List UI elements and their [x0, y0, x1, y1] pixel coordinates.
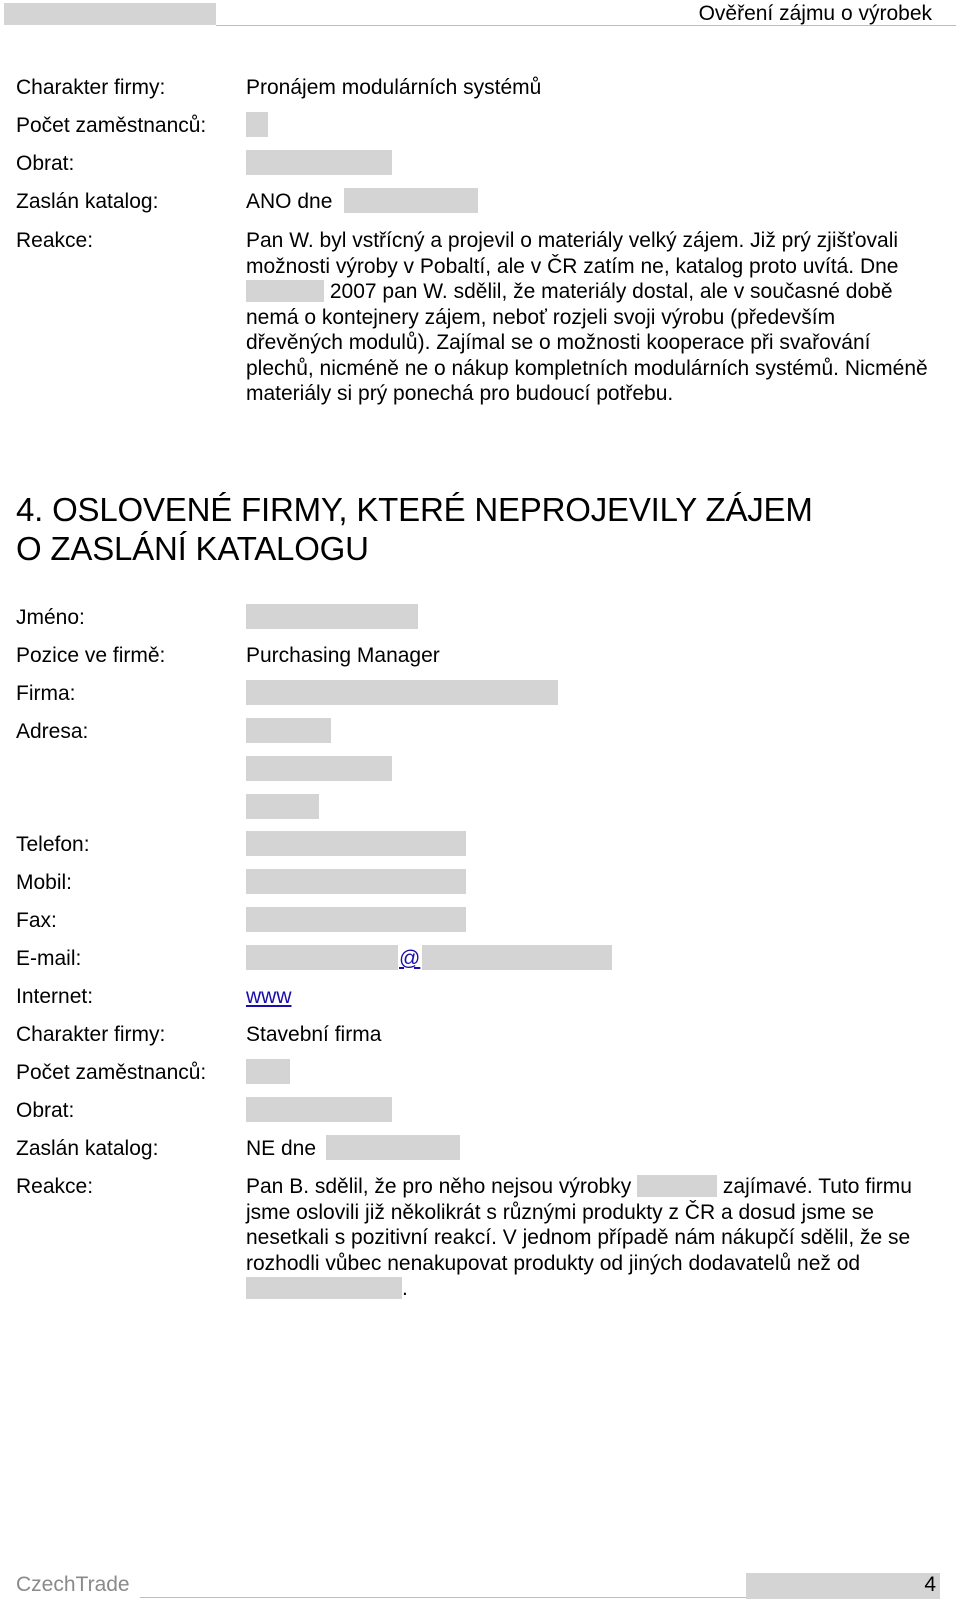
reakce2-text-3: .: [402, 1277, 408, 1300]
reakce2-text-2: zajímavé. Tuto firmu jsme oslovili již několikrát s různými produkty z ČR a dosud jsme se nesetkali s pozitivní reakcí. V jednom případě nám nákupčí sdělil, že se rozhodli vůbec nenakupovat produkty od jiných dodavatelů než od: [246, 1175, 912, 1275]
redacted-katalog-date: [344, 188, 478, 213]
label-pocet-zamestnancu-2: Počet zaměstnanců:: [16, 1061, 207, 1084]
label-charakter-firmy: Charakter firmy:: [16, 76, 166, 99]
value-zaslan-katalog: ANO dne: [246, 190, 333, 213]
redacted-email-domain: [422, 945, 612, 970]
label-pocet-zamestnancu: Počet zaměstnanců:: [16, 114, 207, 137]
footer-redaction: [746, 1573, 940, 1599]
page-number: 4: [924, 1573, 936, 1596]
redacted-supplier: [246, 1277, 402, 1299]
redacted-katalog-date-2: [326, 1135, 460, 1160]
reakce-paragraph-2: [246, 1174, 936, 1302]
label-reakce: Reakce:: [16, 229, 94, 252]
redacted-adresa-line3: [246, 794, 319, 819]
redacted-pocet-2: [246, 1059, 290, 1084]
redacted-product: [637, 1175, 717, 1197]
redacted-mobil: [246, 869, 466, 894]
label-email: E-mail:: [16, 947, 82, 970]
reakce-text-2: 2007 pan W. sdělil, že materiály dostal, ale v současné době nemá o kontejnery zájem, neboť rozjeli svoji výrobu (především dřevěných modulů). Zajímal se o možnosti kooperace při svařování plechů, nicméně ne o nákup kompletních modulárních systémů. Nicméně materiály si prý ponechá pro budoucí potřebu.: [246, 280, 928, 405]
redacted-obrat: [246, 150, 392, 175]
redacted-reakce-date: [246, 280, 324, 302]
label-charakter-firmy-2: Charakter firmy:: [16, 1023, 166, 1046]
footer-rule: [140, 1597, 746, 1598]
email-link[interactable]: @: [399, 947, 421, 970]
section-heading: [16, 490, 813, 568]
redacted-jmeno: [246, 604, 418, 629]
label-mobil: Mobil:: [16, 871, 73, 894]
label-reakce-2: Reakce:: [16, 1175, 94, 1198]
section-heading-line1: 4. OSLOVENÉ FIRMY, KTERÉ NEPROJEVILY ZÁJEM: [16, 491, 813, 528]
label-obrat-2: Obrat:: [16, 1099, 75, 1122]
label-zaslan-katalog: Zaslán katalog:: [16, 190, 159, 213]
label-zaslan-katalog-2: Zaslán katalog:: [16, 1137, 159, 1160]
label-pozice: Pozice ve firmě:: [16, 644, 166, 667]
value-zaslan-katalog-2: NE dne: [246, 1137, 317, 1160]
value-pozice: Purchasing Manager: [246, 644, 440, 667]
redacted-adresa-line2: [246, 756, 392, 781]
redacted-fax: [246, 907, 466, 932]
redacted-obrat-2: [246, 1097, 392, 1122]
label-fax: Fax:: [16, 909, 57, 932]
section-heading-line2: O ZASLÁNÍ KATALOGU: [16, 530, 369, 567]
redacted-adresa-line1: [246, 718, 331, 743]
page-header-title: Ověření zájmu o výrobek: [698, 2, 932, 25]
redacted-pocet: [246, 112, 268, 137]
footer-brand: CzechTrade: [16, 1573, 130, 1596]
redacted-firma: [246, 680, 558, 705]
reakce2-text-1: Pan B. sdělil, že pro něho nejsou výrobky: [246, 1175, 632, 1198]
label-firma: Firma:: [16, 682, 76, 705]
label-obrat: Obrat:: [16, 152, 75, 175]
reakce-paragraph: [246, 228, 936, 407]
label-jmeno: Jméno:: [16, 606, 85, 629]
label-adresa: Adresa:: [16, 720, 89, 743]
value-charakter-firmy: Pronájem modulárních systémů: [246, 76, 542, 99]
label-internet: Internet:: [16, 985, 94, 1008]
internet-link[interactable]: www: [246, 985, 292, 1008]
redacted-telefon: [246, 831, 466, 856]
reakce-text-1: Pan W. byl vstřícný a projevil o materiály velký zájem. Již prý zjišťovali možnosti výroby v Pobaltí, ale v ČR zatím ne, katalog proto uvítá. Dne: [246, 229, 899, 278]
header-redaction: [4, 3, 216, 25]
value-charakter-firmy-2: Stavební firma: [246, 1023, 382, 1046]
label-telefon: Telefon:: [16, 833, 90, 856]
redacted-email-user: [246, 945, 398, 970]
